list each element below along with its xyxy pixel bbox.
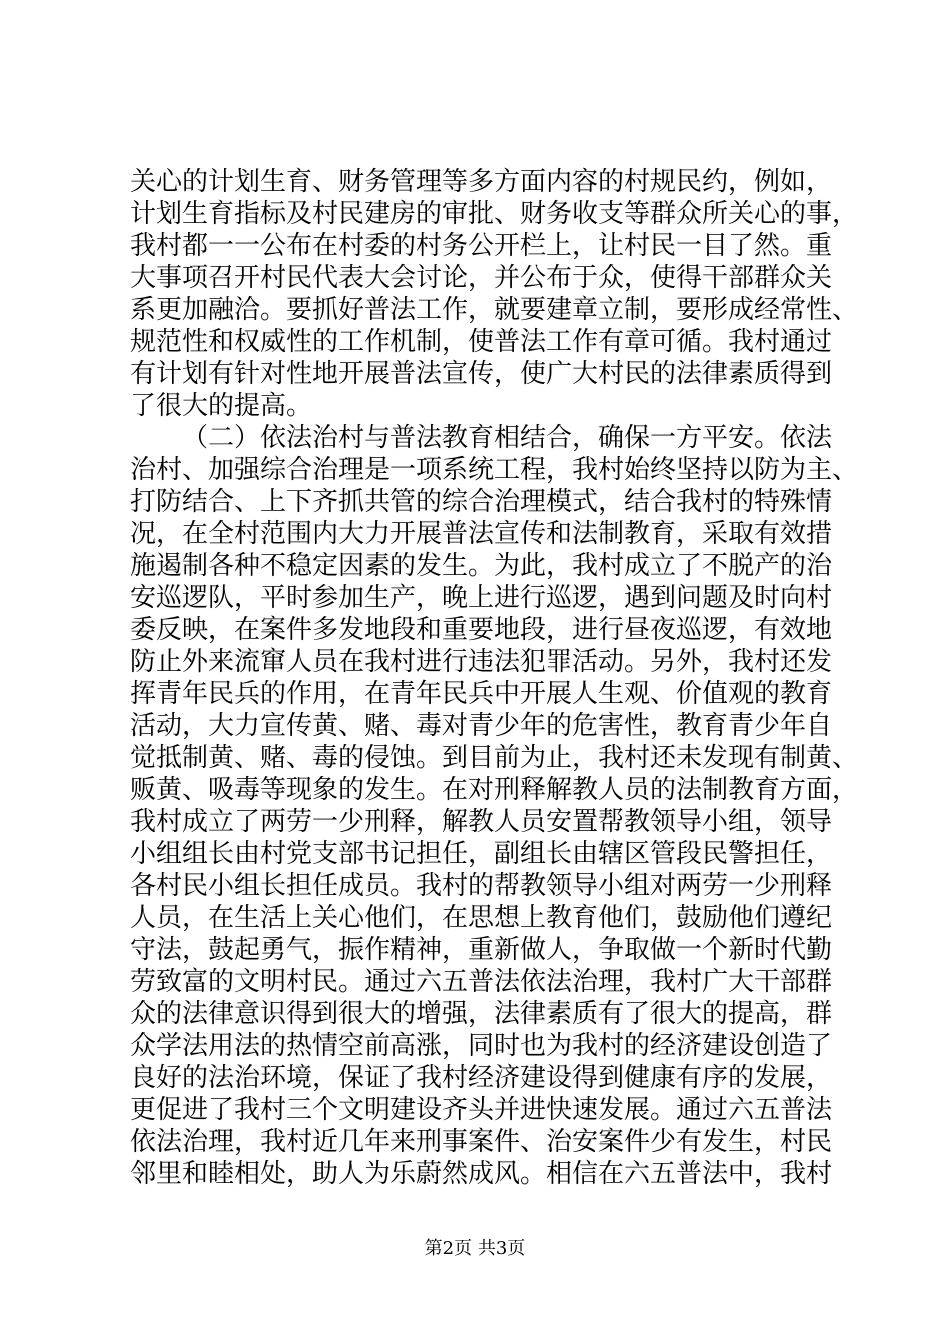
text-line: 更促进了我村三个文明建设齐头并进快速发展。通过六五普法	[130, 1095, 833, 1125]
text-line: 守法，鼓起勇气，振作精神，重新做人，争取做一个新时代勤	[130, 935, 833, 965]
text-line: 况，在全村范围内大力开展普法宣传和法制教育，采取有效措	[130, 519, 833, 549]
page-footer	[0, 1234, 950, 1260]
text-line: 人员，在生活上关心他们，在思想上教育他们，鼓励他们遵纪	[130, 903, 833, 933]
text-line: 邻里和睦相处，助人为乐蔚然成风。相信在六五普法中，我村	[130, 1159, 833, 1189]
text-line: 我村都一一公布在村委的村务公开栏上，让村民一目了然。重	[130, 231, 833, 261]
document-body	[130, 166, 859, 1190]
text-line: 依法治理，我村近几年来刑事案件、治安案件少有发生，村民	[130, 1127, 833, 1157]
text-line: 打防结合、上下齐抓共管的综合治理模式，结合我村的特殊情	[130, 487, 833, 517]
text-line: 觉抵制黄、赌、毒的侵蚀。到目前为止，我村还未发现有制黄、	[130, 743, 859, 773]
text-line: 防止外来流窜人员在我村进行违法犯罪活动。另外，我村还发	[130, 647, 833, 677]
text-line: 劳致富的文明村民。通过六五普法依法治理，我村广大干部群	[130, 967, 833, 997]
page-number-label: 第2页 共3页	[424, 1238, 526, 1259]
text-line: 活动，大力宣传黄、赌、毒对青少年的危害性，教育青少年自	[130, 711, 833, 741]
text-line: 有计划有针对性地开展普法宣传，使广大村民的法律素质得到	[130, 359, 833, 389]
text-line: 挥青年民兵的作用，在青年民兵中开展人生观、价值观的教育	[130, 679, 833, 709]
text-line: 良好的法治环境，保证了我村经济建设得到健康有序的发展，	[130, 1063, 833, 1093]
text-line: 小组组长由村党支部书记担任，副组长由辖区管段民警担任，	[130, 839, 833, 869]
text-line: 委反映，在案件多发地段和重要地段，进行昼夜巡逻，有效地	[130, 615, 833, 645]
text-line: 关心的计划生育、财务管理等多方面内容的村规民约，例如，	[130, 167, 833, 197]
text-line: 众学法用法的热情空前高涨，同时也为我村的经济建设创造了	[130, 1031, 833, 1061]
text-line: 贩黄、吸毒等现象的发生。在对刑释解教人员的法制教育方面，	[130, 775, 859, 805]
text-line: 我村成立了两劳一少刑释，解教人员安置帮教领导小组，领导	[130, 807, 833, 837]
text-line: 大事项召开村民代表大会讨论，并公布于众，使得干部群众关	[130, 263, 833, 293]
text-line: 计划生育指标及村民建房的审批、财务收支等群众所关心的事，	[130, 199, 859, 229]
text-line: 治村、加强综合治理是一项系统工程，我村始终坚持以防为主、	[130, 455, 859, 485]
paragraph-heading-line: （二）依法治村与普法教育相结合，确保一方平安。依法	[182, 423, 833, 453]
text-line: 了很大的提高。	[130, 391, 313, 421]
text-line: 系更加融洽。要抓好普法工作，就要建章立制，要形成经常性、	[130, 295, 859, 325]
text-line: 规范性和权威性的工作机制，使普法工作有章可循。我村通过	[130, 327, 833, 357]
text-line: 各村民小组长担任成员。我村的帮教领导小组对两劳一少刑释	[130, 871, 833, 901]
text-line: 众的法律意识得到很大的增强，法律素质有了很大的提高，群	[130, 999, 833, 1029]
text-line: 施遏制各种不稳定因素的发生。为此，我村成立了不脱产的治	[130, 551, 833, 581]
text-line: 安巡逻队，平时参加生产，晚上进行巡逻，遇到问题及时向村	[130, 583, 833, 613]
